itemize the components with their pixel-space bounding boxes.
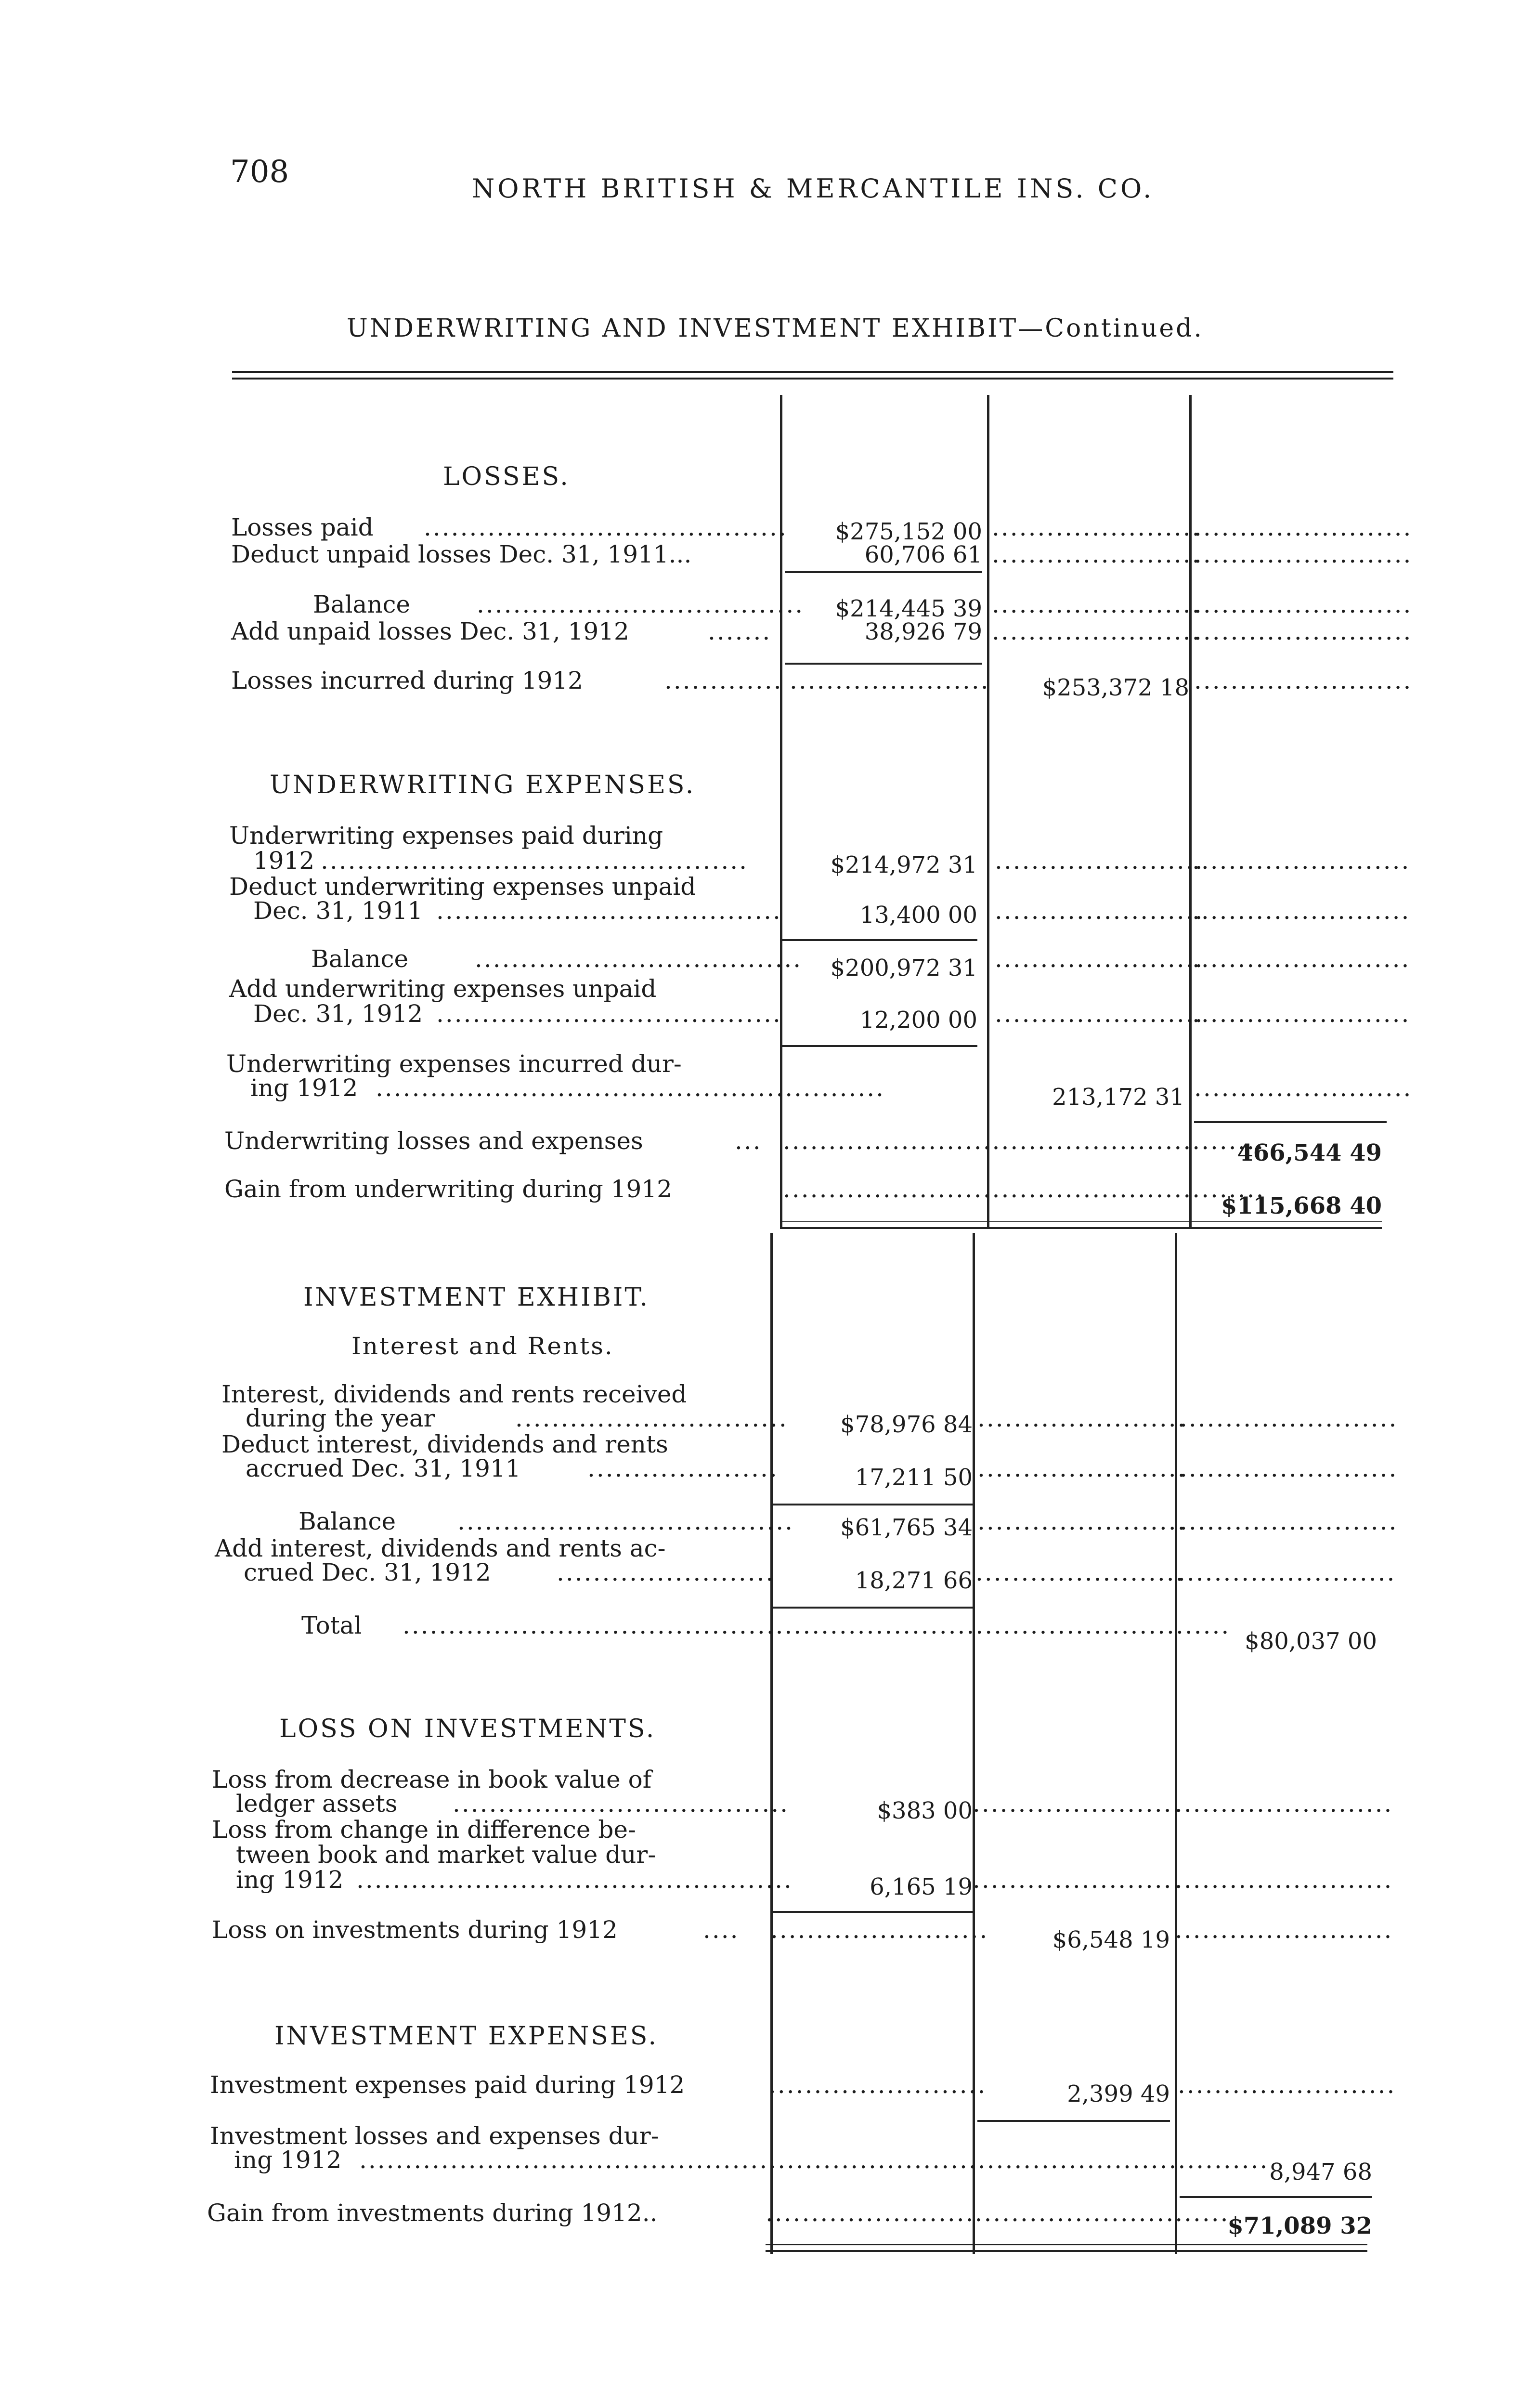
losses-balance-label: Balance bbox=[313, 590, 411, 618]
li-decrease-label-1: Loss from decrease in book value of bbox=[212, 1766, 652, 1793]
ie-add-label-1: Add interest, dividends and rents ac- bbox=[215, 1534, 666, 1562]
losses-deduct-row: Deduct unpaid losses Dec. 31, 1911... ....................... ........................ bbox=[231, 540, 1413, 568]
ie-deduct-label-1: Deduct interest, dividends and rents bbox=[221, 1430, 668, 1458]
li-change-label-3: ing 1912 bbox=[236, 1866, 344, 1894]
ie-received-amount: $78,976 84 bbox=[840, 1411, 973, 1438]
interest-and-rents-subheading: Interest and Rents. bbox=[351, 1332, 614, 1360]
uw-add-label-2: Dec. 31, 1912 bbox=[253, 1000, 423, 1028]
ie-deduct-label-2: accrued Dec. 31, 1911 bbox=[246, 1454, 521, 1482]
uw-add-amount: 12,200 00 bbox=[859, 1007, 977, 1034]
losses-deduct-label: Deduct unpaid losses Dec. 31, 1911... bbox=[231, 540, 692, 568]
ie-received-label-2: during the year bbox=[246, 1404, 435, 1432]
li-change-row-1 bbox=[212, 1816, 1377, 1843]
li-total-amount: $6,548 19 bbox=[1052, 1926, 1170, 1953]
iexp-losses-label-2: ing 1912 bbox=[234, 2146, 342, 2174]
losses-paid-amount: $275,152 00 bbox=[835, 518, 982, 545]
ie-add-row-1 bbox=[215, 1534, 1380, 1561]
uw-paid-label-1: Underwriting expenses paid during bbox=[229, 822, 663, 850]
underwriting-expenses-heading: UNDERWRITING EXPENSES. bbox=[270, 771, 696, 799]
losses-add-amount: 38,926 79 bbox=[864, 618, 982, 645]
losses-balance-row: Balance .................................... ....................... ........................ bbox=[313, 590, 1413, 618]
top-rule bbox=[232, 371, 1393, 373]
uw-balance-label: Balance bbox=[311, 945, 409, 973]
ie-add-amount: 18,271 66 bbox=[855, 1567, 973, 1594]
losses-paid-row: Losses paid ........................................ ....................... ........................ bbox=[231, 513, 1413, 541]
exhibit-title: UNDERWRITING AND INVESTMENT EXHIBIT—Continued. bbox=[347, 314, 1204, 343]
li-total-row: Loss on investments during 1912 .... ........................ ........................ bbox=[212, 1916, 1393, 1944]
ie-received-label-1: Interest, dividends and rents received bbox=[221, 1380, 687, 1408]
ie-add-row-2: crued Dec. 31, 1912 ........................ ....................... ........................ bbox=[244, 1558, 1396, 1586]
uw-paid-amount: $214,972 31 bbox=[830, 851, 977, 878]
iexp-paid-amount: 2,399 49 bbox=[1067, 2081, 1170, 2107]
ie-deduct-row-1 bbox=[221, 1430, 1387, 1457]
li-decrease-label-2: ledger assets bbox=[236, 1790, 398, 1818]
uw-gain-amount: $115,668 40 bbox=[1221, 1192, 1382, 1219]
iexp-gain-amount: $71,089 32 bbox=[1227, 2212, 1372, 2239]
uw-paid-row-2: 1912 ............................................... ....................... ........................ bbox=[253, 847, 1411, 875]
li-change-row-2 bbox=[212, 1841, 1377, 1868]
ie-deduct-row-2: accrued Dec. 31, 1911 ..................... ....................... ........................ bbox=[246, 1454, 1398, 1482]
uw-incurred-label-2: ing 1912 bbox=[250, 1074, 358, 1102]
loss-on-investments-heading: LOSS ON INVESTMENTS. bbox=[279, 1714, 656, 1743]
uw-losses-expenses-label: Underwriting losses and expenses bbox=[224, 1127, 643, 1155]
ie-add-label-2: crued Dec. 31, 1912 bbox=[244, 1558, 491, 1586]
ie-deduct-amount: 17,211 50 bbox=[855, 1464, 973, 1491]
ie-balance-row: Balance ..................................... ....................... ........................ bbox=[299, 1507, 1398, 1535]
iexp-paid-label: Investment expenses paid during 1912 bbox=[210, 2071, 685, 2099]
uw-deduct-label-2: Dec. 31, 1911 bbox=[253, 897, 423, 925]
iexp-losses-amount: 8,947 68 bbox=[1269, 2159, 1372, 2186]
losses-incurred-row: Losses incurred during 1912 ............. ...................... ........................ bbox=[231, 667, 1413, 694]
investment-exhibit-heading: INVESTMENT EXHIBIT. bbox=[303, 1283, 650, 1312]
uw-add-row-1 bbox=[229, 975, 1394, 1002]
ie-total-label: Total bbox=[301, 1611, 362, 1639]
losses-paid-label: Losses paid bbox=[231, 513, 374, 541]
li-decrease-row-1 bbox=[212, 1766, 1377, 1793]
uw-add-row-2: Dec. 31, 1912 ...................................... ....................... ........................ bbox=[253, 1000, 1411, 1028]
iexp-losses-row-1 bbox=[210, 2122, 1375, 2149]
uw-gain-row: Gain from underwriting during 1912 ..................................................... bbox=[224, 1175, 1265, 1203]
top-rule-second bbox=[232, 378, 1393, 380]
uw-add-label-1: Add underwriting expenses unpaid bbox=[229, 975, 657, 1003]
iexp-losses-row-2: ing 1912 .................................................................................................... bbox=[234, 2146, 1269, 2174]
uw-deduct-row-1 bbox=[229, 873, 1394, 900]
uw-deduct-row-2: Dec. 31, 1911 ...................................... ....................... ........................ bbox=[253, 897, 1411, 925]
uw-paid-row-1 bbox=[229, 822, 1394, 849]
losses-balance-amount: $214,445 39 bbox=[835, 595, 982, 622]
li-change-label-1: Loss from change in difference be- bbox=[212, 1816, 636, 1844]
losses-add-label: Add unpaid losses Dec. 31, 1912 bbox=[231, 617, 629, 645]
ie-total-row: Total ........................................................................................... bbox=[301, 1611, 1231, 1639]
uw-incurred-row-2: ing 1912 ........................................................ ........................ bbox=[250, 1074, 1413, 1102]
losses-deduct-amount: 60,706 61 bbox=[864, 541, 982, 568]
losses-incurred-amount: $253,372 18 bbox=[1042, 674, 1189, 701]
uw-incurred-amount: 213,172 31 bbox=[1052, 1084, 1184, 1111]
iexp-paid-row: Investment expenses paid during 1912 ........................ ........................ bbox=[210, 2071, 1396, 2099]
uw-incurred-label-1: Underwriting expenses incurred dur- bbox=[226, 1050, 682, 1078]
losses-incurred-label: Losses incurred during 1912 bbox=[231, 667, 583, 694]
li-change-label-2: tween book and market value dur- bbox=[236, 1841, 656, 1869]
li-decrease-amount: $383 00 bbox=[877, 1797, 973, 1824]
uw-balance-row: Balance .................................... ....................... ........................ bbox=[311, 945, 1411, 973]
iexp-gain-double-rule bbox=[766, 2244, 1367, 2252]
uw-balance-amount: $200,972 31 bbox=[830, 955, 977, 982]
losses-add-row: Add unpaid losses Dec. 31, 1912 ....... ....................... ........................ bbox=[231, 617, 1413, 645]
iexp-gain-label: Gain from investments during 1912.. bbox=[207, 2199, 658, 2227]
uw-losses-expenses-row: Underwriting losses and expenses ... ..................................................... bbox=[224, 1127, 1265, 1155]
losses-heading: LOSSES. bbox=[443, 462, 570, 491]
ie-balance-amount: $61,765 34 bbox=[840, 1514, 973, 1541]
li-total-label: Loss on investments during 1912 bbox=[212, 1916, 618, 1944]
uw-losses-expenses-amount: 466,544 49 bbox=[1237, 1139, 1382, 1166]
ie-total-amount: $80,037 00 bbox=[1245, 1628, 1377, 1655]
uw-gain-double-rule bbox=[780, 1221, 1382, 1229]
uw-deduct-amount: 13,400 00 bbox=[859, 902, 977, 929]
ie-balance-label: Balance bbox=[299, 1507, 396, 1535]
ie-received-row-1 bbox=[221, 1380, 1387, 1407]
uw-deduct-label-1: Deduct underwriting expenses unpaid bbox=[229, 873, 696, 901]
ie-received-row-2: during the year .............................. ....................... ........................ bbox=[246, 1404, 1398, 1432]
page-number: 708 bbox=[230, 154, 289, 190]
uw-gain-label: Gain from underwriting during 1912 bbox=[224, 1175, 672, 1203]
iexp-gain-row: Gain from investments during 1912.. ................................................... bbox=[207, 2199, 1230, 2227]
li-decrease-row-2: ledger assets ..................................... ....................... ........................ bbox=[236, 1790, 1393, 1818]
uw-incurred-row-1 bbox=[226, 1050, 1391, 1077]
running-head: NORTH BRITISH & MERCANTILE INS. CO. bbox=[472, 173, 1155, 204]
li-change-row-3: ing 1912 ................................................ ....................... ........................ bbox=[236, 1866, 1393, 1894]
li-change-amount: 6,165 19 bbox=[870, 1873, 973, 1900]
uw-paid-label-2: 1912 bbox=[253, 847, 315, 875]
iexp-losses-label-1: Investment losses and expenses dur- bbox=[210, 2122, 659, 2150]
investment-expenses-heading: INVESTMENT EXPENSES. bbox=[274, 2022, 659, 2051]
